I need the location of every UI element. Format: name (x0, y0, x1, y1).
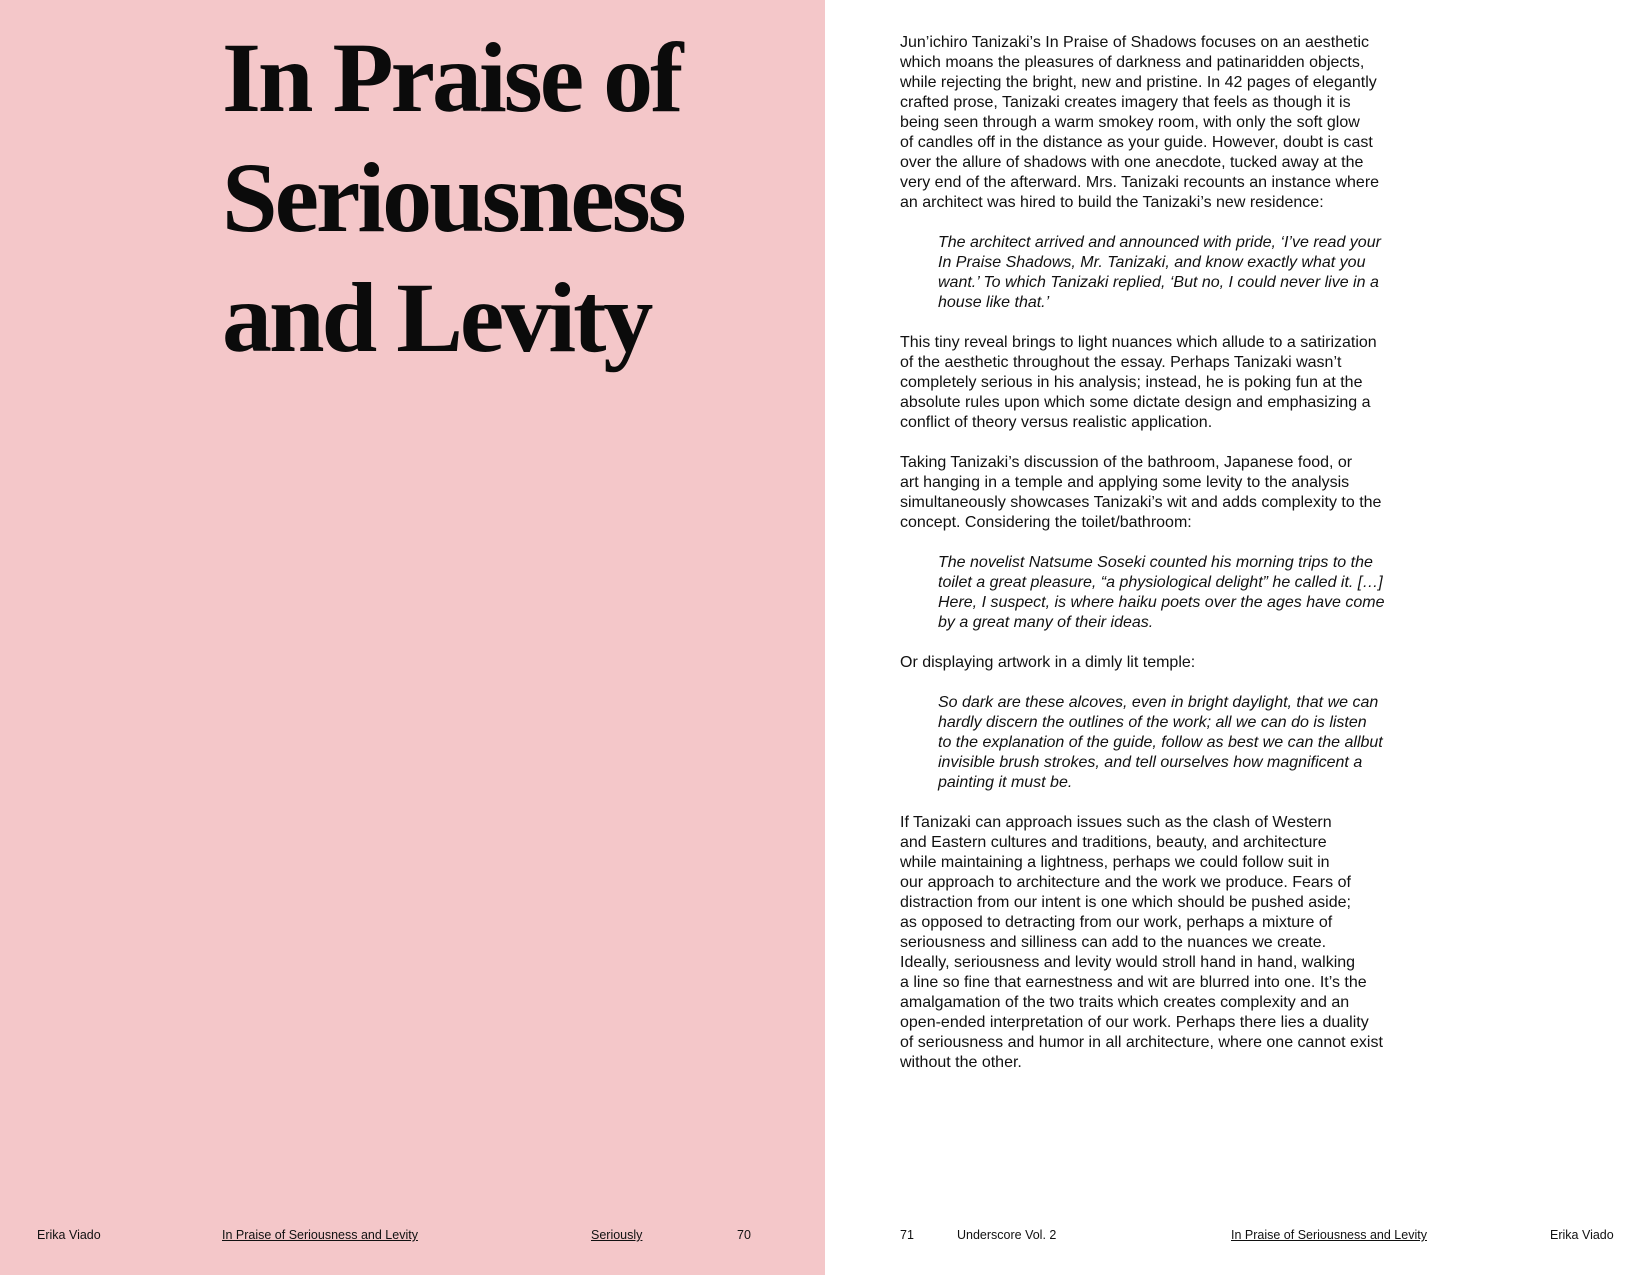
footer-publication: Underscore Vol. 2 (957, 1228, 1057, 1242)
block-quote-architect (938, 233, 1445, 313)
quote-line: painting it must be. (938, 774, 1073, 791)
text-line: of the aesthetic throughout the essay. Perhaps Tanizaki wasn’t (900, 354, 1342, 371)
text-line: of seriousness and humor in all architecture, where one cannot exist (900, 1034, 1383, 1051)
text-line: If Tanizaki can approach issues such as the clash of Western (900, 814, 1332, 831)
text-line: crafted prose, Tanizaki creates imagery that feels as though it is (900, 94, 1351, 111)
text-line: open-ended interpretation of our work. Perhaps there lies a duality (900, 1014, 1369, 1031)
quote-line: toilet a great pleasure, “a physiological delight” he called it. […] (938, 574, 1383, 591)
footer-section-link[interactable]: Seriously (591, 1228, 643, 1242)
text-line: This tiny reveal brings to light nuances which allude to a satirization (900, 334, 1377, 351)
paragraph-conclusion (900, 813, 1445, 1073)
paragraph-levity (900, 453, 1445, 533)
title-line-2: Seriousness (222, 142, 684, 253)
title-line-1: In Praise of (222, 22, 681, 133)
text-line: art hanging in a temple and applying some levity to the analysis (900, 474, 1350, 491)
text-line: seriousness and silliness can add to the nuances we create. (900, 934, 1327, 951)
quote-line: The novelist Natsume Soseki counted his morning trips to the (938, 554, 1373, 571)
title-line-3: and Levity (222, 262, 651, 373)
text-line: which moans the pleasures of darkness and patinaridden objects, (900, 54, 1365, 71)
text-line: of candles off in the distance as your guide. However, doubt is cast (900, 134, 1373, 151)
text-line: a line so fine that earnestness and wit are blurred into one. It’s the (900, 974, 1367, 991)
text-line: Or displaying artwork in a dimly lit temple: (900, 654, 1196, 671)
text-line: absolute rules upon which some dictate design and emphasizing a (900, 394, 1371, 411)
text-line: simultaneously showcases Tanizaki’s wit and adds complexity to the (900, 494, 1382, 511)
text-line: while rejecting the bright, new and pristine. In 42 pages of elegantly (900, 74, 1377, 91)
page-number-right: 71 (900, 1228, 914, 1242)
text-line: Taking Tanizaki’s discussion of the bathroom, Japanese food, or (900, 454, 1353, 471)
right-page (825, 0, 1650, 1275)
block-quote-alcoves (938, 693, 1445, 793)
footer-author-right: Erika Viado (1550, 1228, 1614, 1242)
footer-author-left: Erika Viado (37, 1228, 101, 1242)
footer-article-title-right[interactable]: In Praise of Seriousness and Levity (1231, 1228, 1427, 1242)
paragraph-intro (900, 33, 1445, 213)
text-line: while maintaining a lightness, perhaps we could follow suit in (900, 854, 1330, 871)
footer-article-title-left[interactable]: In Praise of Seriousness and Levity (222, 1228, 418, 1242)
quote-line: want.’ To which Tanizaki replied, ‘But no, I could never live in a (938, 274, 1379, 291)
text-line: very end of the afterward. Mrs. Tanizaki recounts an instance where (900, 174, 1380, 191)
text-line: and Eastern cultures and traditions, beauty, and architecture (900, 834, 1327, 851)
text-line: conflict of theory versus realistic application. (900, 414, 1213, 431)
text-line: as opposed to detracting from our work, perhaps a mixture of (900, 914, 1333, 931)
article-title (222, 18, 782, 378)
quote-line: to the explanation of the guide, follow as best we can the allbut (938, 734, 1383, 751)
paragraph-temple (900, 653, 1445, 673)
text-line: concept. Considering the toilet/bathroom: (900, 514, 1192, 531)
text-line: without the other. (900, 1054, 1022, 1071)
article-body (900, 33, 1445, 1093)
text-line: Ideally, seriousness and levity would stroll hand in hand, walking (900, 954, 1356, 971)
quote-line: invisible brush strokes, and tell ourselves how magnificent a (938, 754, 1363, 771)
text-line: Jun’ichiro Tanizaki’s In Praise of Shadows focuses on an aesthetic (900, 34, 1370, 51)
block-quote-soseki (938, 553, 1445, 633)
quote-line: In Praise Shadows, Mr. Tanizaki, and know exactly what you (938, 254, 1366, 271)
text-line: amalgamation of the two traits which creates complexity and an (900, 994, 1350, 1011)
text-line: completely serious in his analysis; instead, he is poking fun at the (900, 374, 1363, 391)
text-line: an architect was hired to build the Tanizaki’s new residence: (900, 194, 1324, 211)
text-line: our approach to architecture and the work we produce. Fears of (900, 874, 1351, 891)
quote-line: by a great many of their ideas. (938, 614, 1154, 631)
quote-line: Here, I suspect, is where haiku poets over the ages have come (938, 594, 1385, 611)
paragraph-satire (900, 333, 1445, 433)
text-line: being seen through a warm smokey room, with only the soft glow (900, 114, 1360, 131)
text-line: distraction from our intent is one which should be pushed aside; (900, 894, 1351, 911)
quote-line: house like that.’ (938, 294, 1050, 311)
text-line: over the allure of shadows with one anecdote, tucked away at the (900, 154, 1364, 171)
page-number-left: 70 (737, 1228, 751, 1242)
quote-line: The architect arrived and announced with pride, ‘I’ve read your (938, 234, 1381, 251)
quote-line: So dark are these alcoves, even in bright daylight, that we can (938, 694, 1379, 711)
quote-line: hardly discern the outlines of the work; all we can do is listen (938, 714, 1367, 731)
